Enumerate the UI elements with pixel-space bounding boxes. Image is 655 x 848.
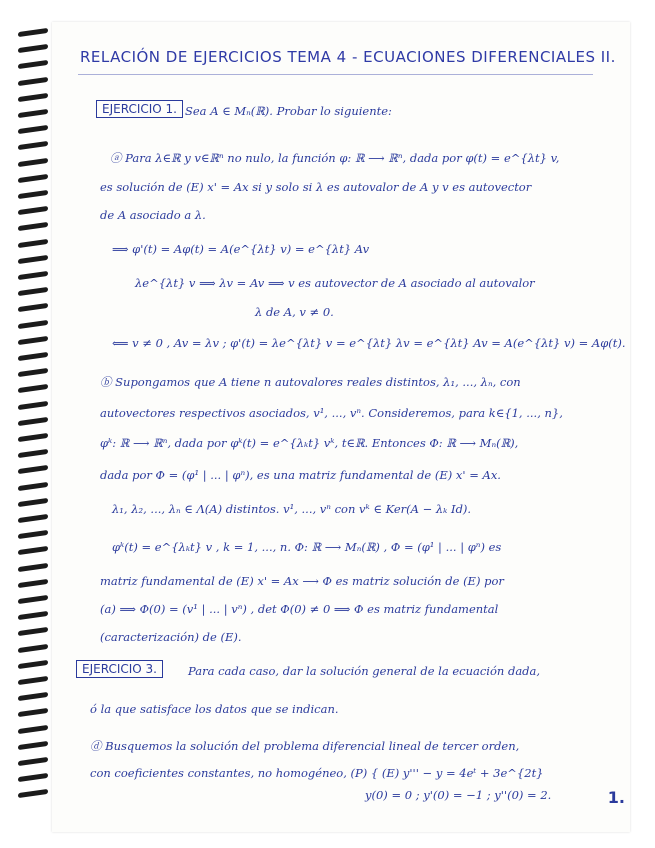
spiral-ring — [18, 514, 48, 523]
spiral-ring — [18, 368, 48, 377]
spiral-ring — [18, 157, 48, 166]
ex1-line-12: λ₁, λ₂, ..., λₙ ∈ Λ(A) distintos. v¹, ..., vⁿ con vᵏ ∈ Ker(A − λₖ Id). — [112, 502, 472, 516]
ex3-line-4: con coeficientes constantes, no homogéneo, (P) { (E) y''' − y = 4eᵗ + 3e^{2t} — [90, 766, 544, 780]
spiral-ring — [18, 222, 48, 231]
spiral-ring — [18, 352, 48, 361]
spiral-ring — [18, 336, 48, 345]
spiral-ring — [18, 546, 48, 555]
exercise-3-label: EJERCICIO 3. — [76, 660, 163, 678]
spiral-ring — [18, 255, 48, 264]
ex1-line-7: ⟸ v ≠ 0 , Av = λv ; φ'(t) = λe^{λt} v = e^{λt} λv = e^{λt} Av = A(e^{λt} v) = Aφ(t). — [112, 336, 626, 350]
spiral-ring — [18, 627, 48, 636]
spiral-ring — [18, 287, 48, 296]
spiral-ring — [18, 498, 48, 507]
spiral-ring — [18, 611, 48, 620]
ex1-line-5: λe^{λt} v ⟹ λv = Av ⟹ v es autovector de A asociado al autovalor — [135, 276, 535, 290]
exercise-1-intro: Sea A ∈ Mₙ(ℝ). Probar lo siguiente: — [185, 104, 392, 118]
ex1-line-11: dada por Φ = (φ¹ | ... | φⁿ), es una matriz fundamental de (E) x' = Ax. — [100, 468, 501, 482]
spiral-ring — [18, 60, 48, 69]
spiral-ring — [18, 319, 48, 328]
ex1-line-14: matriz fundamental de (E) x' = Ax ⟶ Φ es matriz solución de (E) por — [100, 574, 504, 588]
ex1-line-8: ⓑ Supongamos que A tiene n autovalores reales distintos, λ₁, ..., λₙ, con — [100, 375, 521, 389]
ex1-line-16: (caracterización) de (E). — [100, 630, 242, 644]
ex3-line-1: Para cada caso, dar la solución general de la ecuación dada, — [188, 664, 541, 678]
spiral-ring — [18, 757, 48, 766]
spiral-ring — [18, 741, 48, 750]
spiral-ring — [18, 724, 48, 733]
ex1-line-10: φᵏ: ℝ ⟶ ℝⁿ, dada por φᵏ(t) = e^{λₖt} vᵏ, t∈ℝ. Entonces Φ: ℝ ⟶ Mₙ(ℝ), — [100, 436, 519, 450]
spiral-ring — [18, 190, 48, 199]
ex1-line-13: φᵏ(t) = e^{λₖt} v , k = 1, ..., n. Φ: ℝ ⟶ Mₙ(ℝ) , Φ = (φ¹ | ... | φⁿ) es — [112, 540, 502, 554]
spiral-ring — [18, 303, 48, 312]
spiral-ring — [18, 789, 48, 798]
exercise-1-label: EJERCICIO 1. — [96, 100, 183, 118]
spiral-ring — [18, 530, 48, 539]
spiral-ring — [18, 76, 48, 85]
spiral-ring — [18, 708, 48, 717]
spiral-ring — [18, 206, 48, 215]
spiral-ring — [18, 692, 48, 701]
ex1-line-3: de A asociado a λ. — [100, 208, 206, 222]
spiral-ring — [18, 579, 48, 588]
ex1-line-9: autovectores respectivos asociados, v¹, ..., vⁿ. Consideremos, para k∈{1, ..., n}, — [100, 406, 563, 420]
spiral-ring — [18, 109, 48, 118]
spiral-ring — [18, 643, 48, 652]
ex3-line-2: ó la que satisface los datos que se indican. — [90, 702, 339, 716]
ex1-line-1: ⓐ Para λ∈ℝ y v∈ℝⁿ no nulo, la función φ: ℝ ⟶ ℝⁿ, dada por φ(t) = e^{λt} v, — [110, 151, 560, 165]
spiral-ring — [18, 141, 48, 150]
title-underline — [78, 74, 593, 75]
spiral-ring — [18, 676, 48, 685]
spiral-ring — [18, 417, 48, 426]
ex1-line-6: λ de A, v ≠ 0. — [255, 305, 334, 319]
spiral-ring — [18, 238, 48, 247]
spiral-ring — [18, 595, 48, 604]
page-number: 1. — [607, 788, 625, 807]
spiral-ring — [18, 44, 48, 53]
spiral-ring — [18, 660, 48, 669]
ex3-line-5: y(0) = 0 ; y'(0) = −1 ; y''(0) = 2. — [365, 788, 552, 802]
ex1-line-4: ⟹ φ'(t) = Aφ(t) = A(e^{λt} v) = e^{λt} Av — [112, 242, 370, 256]
spiral-ring — [18, 465, 48, 474]
spiral-ring — [18, 481, 48, 490]
spiral-ring — [18, 174, 48, 183]
ex1-line-15: (a) ⟹ Φ(0) = (v¹ | ... | vⁿ) , det Φ(0) ≠ 0 ⟹ Φ es matriz fundamental — [100, 602, 499, 616]
spiral-ring — [18, 433, 48, 442]
spiral-ring — [18, 773, 48, 782]
spiral-ring — [18, 449, 48, 458]
ex3-line-3: ⓓ Busquemos la solución del problema diferencial lineal de tercer orden, — [90, 739, 520, 753]
spiral-ring — [18, 93, 48, 102]
ex1-line-2: es solución de (E) x' = Ax si y solo si λ es autovalor de A y v es autovector — [100, 180, 532, 194]
page-title: RELACIÓN DE EJERCICIOS TEMA 4 - ECUACIONES DIFERENCIALES II. — [80, 48, 616, 66]
spiral-ring — [18, 562, 48, 571]
spiral-ring — [18, 271, 48, 280]
spiral-ring — [18, 28, 48, 37]
spiral-ring — [18, 125, 48, 134]
spiral-ring — [18, 384, 48, 393]
spiral-ring — [18, 400, 48, 409]
